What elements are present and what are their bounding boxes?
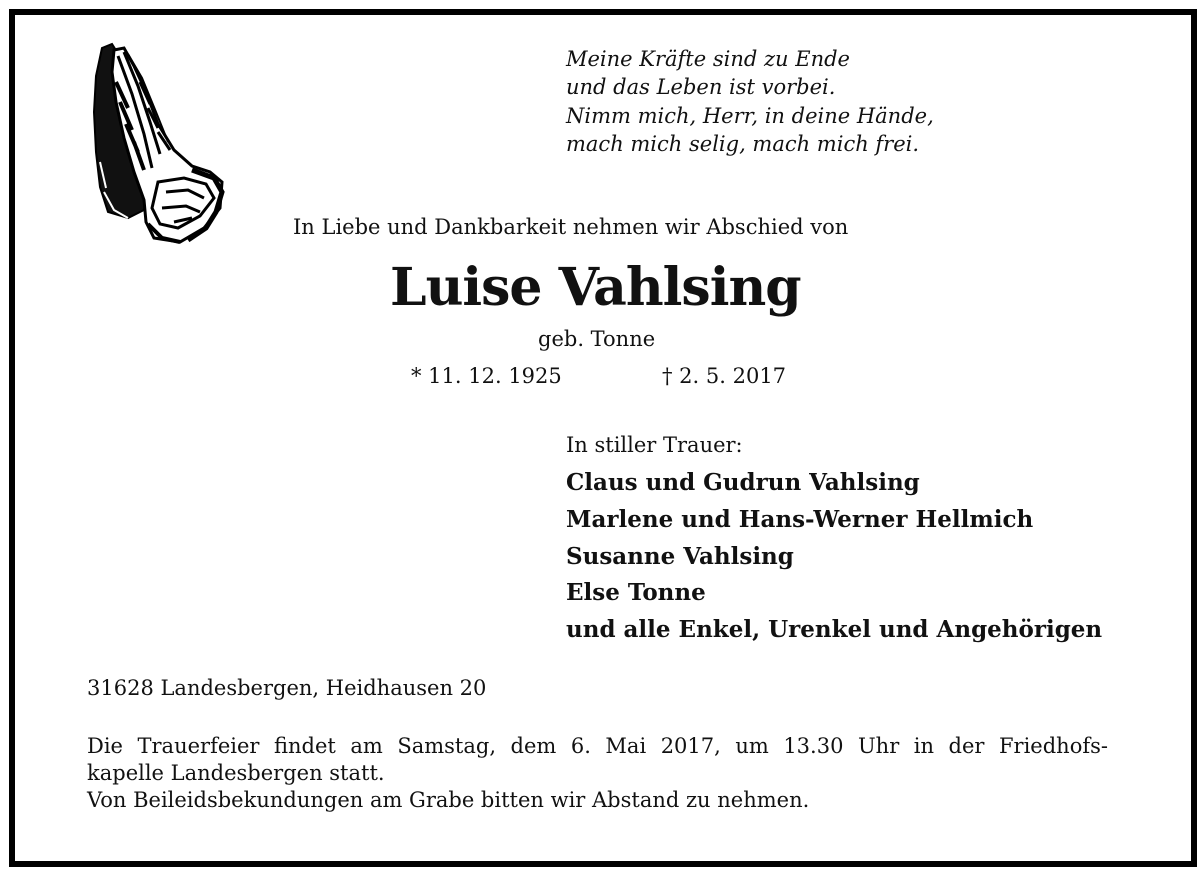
- verse-line: Nimm mich, Herr, in deine Hände,: [566, 103, 934, 128]
- intro-text: In Liebe und Dankbarkeit nehmen wir Abschied von: [293, 215, 849, 239]
- birth-date: * 11. 12. 1925: [411, 364, 562, 388]
- verse-line: mach mich selig, mach mich frei.: [566, 131, 920, 156]
- mourner-name: Marlene und Hans-Werner Hellmich: [566, 505, 1034, 533]
- deceased-name: Luise Vahlsing: [390, 257, 801, 318]
- praying-hands-icon: [88, 42, 228, 244]
- death-date: † 2. 5. 2017: [662, 364, 787, 388]
- mourner-name: Claus und Gudrun Vahlsing: [566, 469, 920, 496]
- verse-line: und das Leben ist vorbei.: [566, 75, 836, 100]
- funeral-notice: [87, 733, 1108, 814]
- mourners-label: In stiller Trauer:: [566, 433, 743, 457]
- notice-line: Von Beileidsbekundungen am Grabe bitten wir Abstand zu nehmen.: [87, 788, 810, 812]
- maiden-name: geb. Tonne: [538, 327, 656, 351]
- verse-line: Meine Kräfte sind zu Ende: [566, 47, 850, 71]
- verse: [566, 45, 934, 158]
- mourner-name: Else Tonne: [566, 579, 706, 607]
- mourner-name: und alle Enkel, Urenkel und Angehörigen: [566, 616, 1103, 644]
- mourners-list: [566, 465, 1102, 649]
- notice-line: kapelle Landesbergen statt.: [87, 761, 385, 785]
- address: 31628 Landesbergen, Heidhausen 20: [87, 676, 487, 700]
- mourner-name: Susanne Vahlsing: [566, 542, 794, 570]
- notice-line: Die Trauerfeier findet am Samstag, dem 6. Mai 2017, um 13.30 Uhr in der Friedhofs-: [87, 734, 1108, 758]
